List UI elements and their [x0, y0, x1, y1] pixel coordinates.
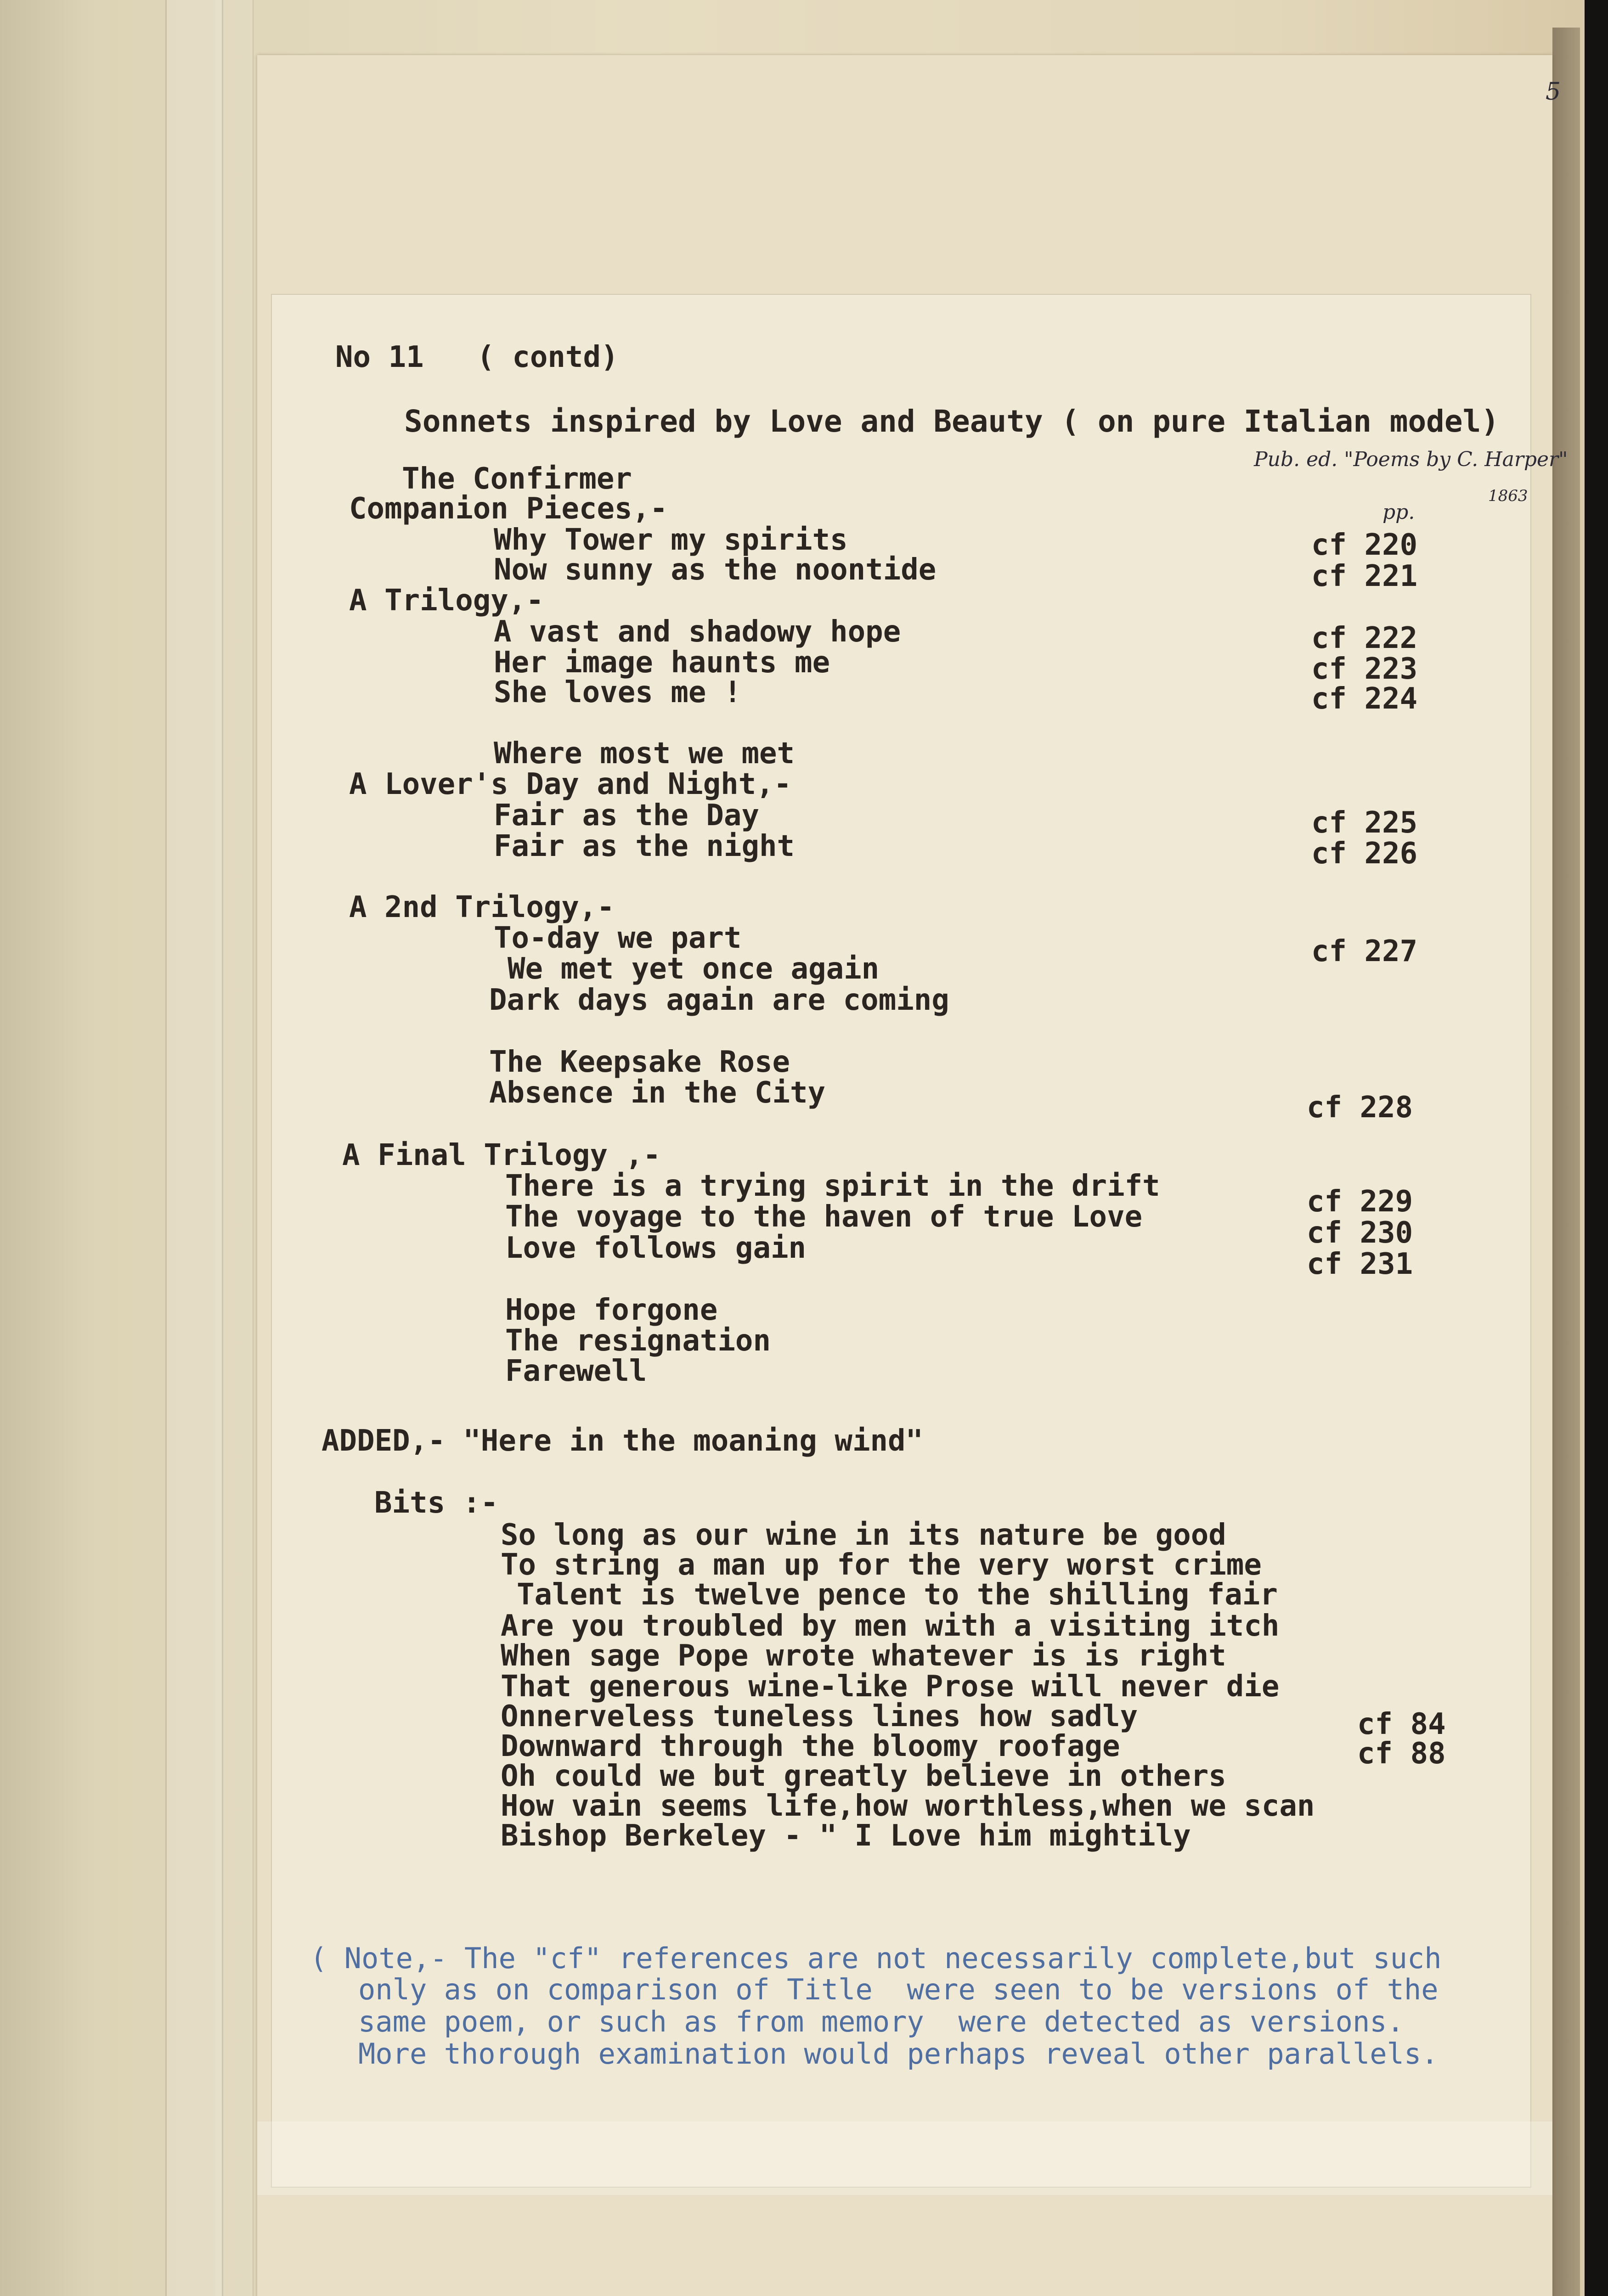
list-item: The Keepsake Rose [489, 1045, 790, 1079]
list-item: She loves me ! [494, 675, 742, 709]
reference: cf 88 [1357, 1737, 1446, 1771]
bit-item: Are you troubled by men with a visiting itch [501, 1609, 1280, 1643]
bit-item: Bishop Berkeley - " I Love him mightily [501, 1819, 1191, 1853]
bit-item: Downward through the bloomy roofage [501, 1729, 1120, 1763]
list-item: Where most we met [494, 737, 795, 771]
paper-fold-band [216, 0, 254, 2296]
bit-item: That generous wine-like Prose will never die [501, 1670, 1280, 1704]
reference: cf 222 [1311, 621, 1418, 655]
list-item: We met yet once again [508, 952, 880, 986]
list-item: A vast and shadowy hope [494, 615, 901, 649]
reference: cf 228 [1307, 1091, 1413, 1125]
list-item: Absence in the City [489, 1076, 826, 1110]
list-item: Farewell [505, 1354, 647, 1388]
list-item: The Confirmer [402, 462, 632, 496]
bit-item: When sage Pope wrote whatever is is right [501, 1639, 1226, 1673]
bit-item: So long as our wine in its nature be good [501, 1518, 1226, 1552]
bit-item: How vain seems life,how worthless,when we scan [501, 1789, 1315, 1823]
added-line: ADDED,- "Here in the moaning wind" [322, 1424, 924, 1458]
list-item: Why Tower my spirits [494, 523, 848, 557]
note-line: ( Note,- The "cf" references are not necessarily complete,but such [310, 1941, 1442, 1975]
bits-label: Bits :- [374, 1486, 498, 1520]
reference: cf 223 [1311, 652, 1418, 686]
list-item: To-day we part [494, 921, 742, 955]
paper-band [257, 2122, 1552, 2195]
pages-label: pp. [1382, 501, 1415, 524]
reference: cf 229 [1307, 1185, 1413, 1219]
book-edge [1552, 28, 1580, 2296]
list-item: The voyage to the haven of true Love [505, 1200, 1143, 1234]
list-item: There is a trying spirit in the drift [505, 1169, 1160, 1203]
list-item: Hope forgone [505, 1293, 718, 1327]
handwritten-annotation: Pub. ed. "Poems by C. Harper" [1254, 448, 1568, 471]
list-item: The resignation [505, 1324, 771, 1358]
reference: cf 226 [1311, 837, 1418, 871]
reference: cf 84 [1357, 1707, 1446, 1741]
list-item: Fair as the Day [494, 799, 759, 833]
reference: cf 224 [1311, 682, 1418, 716]
note-line: only as on comparison of Title were seen to be versions of the [358, 1973, 1439, 2006]
heading: No 11 ( contd) [335, 340, 619, 374]
list-item: A Final Trilogy ,- [342, 1138, 661, 1172]
reference: cf 221 [1311, 559, 1418, 593]
list-item: A 2nd Trilogy,- [349, 890, 615, 924]
note-line: same poem, or such as from memory were detected as versions. [358, 2005, 1404, 2038]
reference: cf 230 [1307, 1216, 1413, 1250]
reference: cf 225 [1311, 806, 1418, 840]
list-item: Companion Pieces,- [349, 492, 668, 526]
bit-item: To string a man up for the very worst crime [501, 1548, 1262, 1582]
bit-item: Oh could we but greatly believe in others [501, 1759, 1226, 1793]
list-item: Now sunny as the noontide [494, 553, 937, 587]
list-item: Dark days again are coming [489, 983, 949, 1017]
subtitle: Sonnets inspired by Love and Beauty ( on pure Italian model) [404, 404, 1500, 439]
list-item: Love follows gain [505, 1231, 807, 1265]
bit-item: Onnerveless tuneless lines how sadly [501, 1699, 1138, 1733]
paper-fold-band [165, 0, 223, 2296]
list-item: Her image haunts me [494, 646, 830, 680]
reference: cf 227 [1311, 934, 1418, 968]
bit-item: Talent is twelve pence to the shilling fair [517, 1578, 1278, 1612]
list-item: A Lover's Day and Night,- [349, 767, 792, 801]
reference: cf 231 [1307, 1247, 1413, 1281]
handwritten-year: 1863 [1488, 487, 1528, 505]
reference: cf 220 [1311, 528, 1418, 562]
note-line: More thorough examination would perhaps reveal other parallels. [358, 2037, 1439, 2071]
list-item: A Trilogy,- [349, 584, 544, 618]
list-item: Fair as the night [494, 829, 795, 863]
page-number: 5 [1546, 78, 1561, 106]
